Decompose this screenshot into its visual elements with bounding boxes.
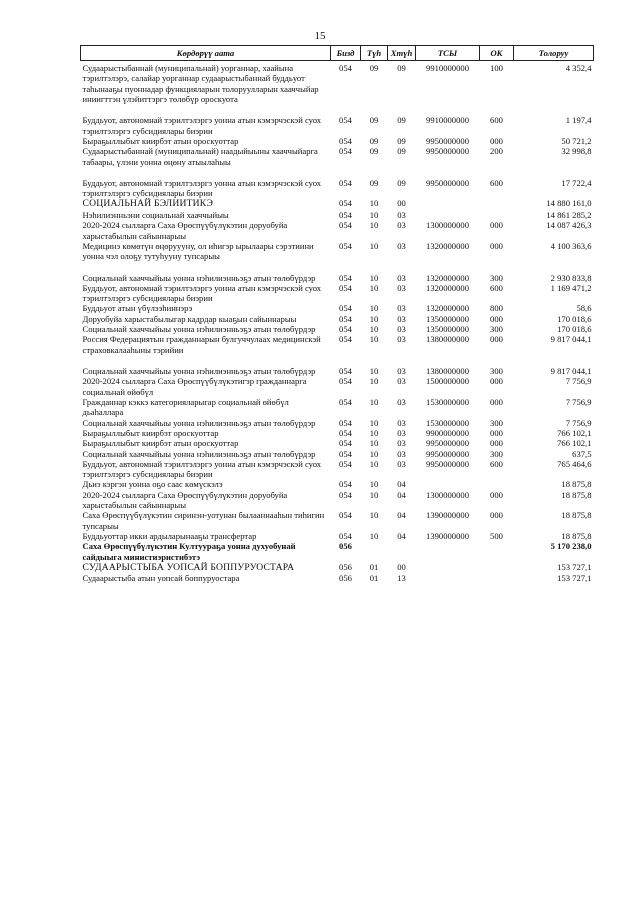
cell-name: СОЦИАЛЬНАЙ БЭЛИИТИКЭ <box>82 198 214 210</box>
cell-sum: 170 018,6 <box>557 313 592 324</box>
table-row <box>81 115 594 136</box>
cell-tuh: 09 <box>369 115 379 126</box>
cell-xtuh: 00 <box>397 561 406 572</box>
header-code: Бизд <box>331 46 361 61</box>
cell-xtuh: 03 <box>397 313 406 324</box>
cell-tuh: 10 <box>369 209 379 220</box>
cell-name: Судаарыстыбаннай (муниципальнай) наадыйыыны хааччыйарга табаары, үлэни уонна өңөну атыылаһыы <box>82 146 318 167</box>
cell-tuh: 10 <box>369 396 379 407</box>
cell-sum: 1 197,4 <box>565 115 592 126</box>
cell-tsy: 1530000000 <box>426 417 469 428</box>
cell-tsy: 1320000000 <box>426 282 469 293</box>
header-tsy: ТСЫ <box>416 46 480 61</box>
table-row <box>81 510 594 531</box>
cell-xtuh: 13 <box>397 573 406 584</box>
cell-xtuh: 03 <box>397 396 406 407</box>
table-row <box>81 366 594 376</box>
cell-tsy: 1500000000 <box>426 376 469 387</box>
cell-sum: 1 169 471,2 <box>550 282 592 293</box>
cell-tsy: 1390000000 <box>426 531 469 541</box>
table-row <box>81 397 594 418</box>
cell-xtuh: 03 <box>397 303 406 314</box>
cell-code: 054 <box>339 448 352 459</box>
cell-sum: 18 875,8 <box>561 531 592 541</box>
table-header-row <box>81 46 594 61</box>
cell-sum: 765 464,6 <box>557 458 592 469</box>
table-row <box>81 210 594 220</box>
cell-tuh: 01 <box>369 573 379 584</box>
cell-tsy: 1530000000 <box>426 396 469 407</box>
table-row <box>81 376 594 397</box>
cell-code: 054 <box>339 489 352 500</box>
cell-ok: 100 <box>490 63 503 73</box>
cell-code: 054 <box>339 458 352 469</box>
cell-xtuh: 09 <box>397 63 406 73</box>
cell-sum: 4 352,4 <box>565 63 592 73</box>
table-row <box>81 418 594 428</box>
cell-tsy <box>416 479 480 489</box>
cell-ok <box>480 562 514 574</box>
header-tuh: Түһ <box>361 46 388 61</box>
table-row <box>81 136 594 146</box>
cell-tsy: 1390000000 <box>426 510 469 521</box>
table-row <box>81 531 594 541</box>
cell-code: 054 <box>339 282 352 293</box>
cell-sum: 170 018,6 <box>557 324 592 335</box>
cell-code: 054 <box>339 366 352 376</box>
cell-code: 054 <box>339 240 352 251</box>
cell-sum: 9 817 044,1 <box>550 366 592 376</box>
cell-tsy: 1320000000 <box>426 272 469 283</box>
cell-xtuh: 03 <box>397 220 406 231</box>
cell-xtuh: 03 <box>397 376 406 387</box>
cell-code: 054 <box>339 396 352 407</box>
cell-ok: 000 <box>490 135 503 146</box>
cell-xtuh: 03 <box>397 272 406 283</box>
cell-name: Судаарыстыба атын уопсай боппуруостара <box>82 573 240 584</box>
cell-tuh: 10 <box>369 282 379 293</box>
cell-ok: 800 <box>490 303 503 314</box>
cell-xtuh: 03 <box>397 209 406 220</box>
cell-sum: 5 170 238,0 <box>550 541 592 552</box>
cell-xtuh: 09 <box>397 115 406 126</box>
cell-xtuh: 03 <box>397 427 406 438</box>
cell-ok: 000 <box>490 313 503 324</box>
table-row <box>81 220 594 241</box>
cell-ok: 000 <box>490 396 503 407</box>
cell-sum: 9 817 044,1 <box>550 334 592 345</box>
cell-code: 054 <box>339 376 352 387</box>
cell-sum: 766 102,1 <box>557 438 592 449</box>
cell-code: 054 <box>339 334 352 345</box>
cell-tsy <box>416 573 480 583</box>
cell-tsy: 9950000000 <box>426 135 469 146</box>
cell-name: Быраҕыллыбыт киирбэт атын ороскуоттар <box>82 438 239 449</box>
table-row <box>81 198 594 210</box>
cell-xtuh: 03 <box>397 417 406 428</box>
cell-tsy: 9910000000 <box>426 115 469 126</box>
cell-ok: 300 <box>490 448 503 459</box>
cell-sum: 14 880 161,0 <box>546 198 592 209</box>
cell-xtuh: 09 <box>397 135 406 146</box>
cell-name: Медицинэ көмөтүн өңөруууну, ол иһигэр ырылаары сэрэтиини уонна чэл олоҕу тутуһууну тупсарыы <box>82 240 314 262</box>
cell-tuh: 10 <box>369 334 379 345</box>
cell-sum: 14 087 426,3 <box>546 220 592 231</box>
cell-tsy: 1380000000 <box>426 366 469 376</box>
cell-tsy <box>416 210 480 220</box>
cell-name: Дьиэ кэргэн уонна оҕо саас көмүскэлэ <box>82 479 223 490</box>
table-row <box>81 283 594 304</box>
cell-tuh: 10 <box>369 458 379 469</box>
cell-code: 054 <box>339 146 352 157</box>
cell-code: 054 <box>339 220 352 231</box>
cell-tuh: 10 <box>369 448 379 459</box>
table-row <box>81 334 594 366</box>
cell-tuh: 10 <box>369 198 379 209</box>
cell-tsy: 1320000000 <box>426 303 469 314</box>
cell-tsy <box>416 541 480 562</box>
cell-code: 056 <box>339 561 352 572</box>
cell-tuh: 10 <box>369 313 379 324</box>
table-row <box>81 573 594 583</box>
cell-xtuh: 03 <box>397 240 406 251</box>
table-row <box>81 241 594 273</box>
cell-code: 056 <box>339 541 352 552</box>
cell-tuh: 10 <box>369 220 379 231</box>
cell-ok: 600 <box>490 115 503 126</box>
cell-name: Буддьуот, автономнай тэрилтэлэргэ уонна атын кэмэрчэскэй суох тэрилтэлэргэ субсидиялары биэрии <box>82 115 322 136</box>
cell-sum: 766 102,1 <box>557 427 592 438</box>
cell-ok: 600 <box>490 282 503 293</box>
cell-tsy: 1350000000 <box>426 324 469 335</box>
cell-tuh: 09 <box>369 135 379 146</box>
cell-sum: 153 727,1 <box>557 561 592 572</box>
cell-ok: 000 <box>490 220 503 231</box>
cell-tuh: 09 <box>369 146 379 157</box>
cell-name: СУДААРЫСТЫБА УОПСАЙ БОППУРУОСТАРА <box>82 561 295 573</box>
cell-xtuh <box>388 541 416 562</box>
header-xtuh: Хтүһ <box>388 46 416 61</box>
cell-sum: 18 875,8 <box>561 510 592 521</box>
cell-tsy: 9950000000 <box>426 448 469 459</box>
cell-ok: 500 <box>490 531 503 541</box>
cell-ok: 000 <box>490 427 503 438</box>
cell-ok: 600 <box>490 458 503 469</box>
cell-code: 054 <box>339 531 352 541</box>
cell-tuh: 10 <box>369 531 379 541</box>
cell-xtuh: 03 <box>397 458 406 469</box>
table-row <box>81 324 594 334</box>
cell-tuh: 10 <box>369 366 379 376</box>
cell-tuh: 10 <box>369 303 379 314</box>
cell-tsy: 9950000000 <box>426 458 469 469</box>
cell-code: 054 <box>339 313 352 324</box>
header-name: Көрдөрүү аата <box>81 46 331 61</box>
cell-name: Социальнай хааччыйыы уонна нэһилиэнньэҕэ атын төлөбүрдэр <box>82 272 316 283</box>
cell-code: 054 <box>339 438 352 449</box>
table-row <box>81 273 594 283</box>
header-ok: ОК <box>480 46 514 61</box>
cell-sum: 153 727,1 <box>557 573 592 584</box>
cell-name: Саха Өрөспүүбүлүкэтин Култуураҕа уонна духуобунай сайдыыга министиэристибэтэ <box>82 541 296 562</box>
budget-table <box>80 45 594 584</box>
cell-name: Буддьуот атын үбүлээһиннэрэ <box>82 303 193 314</box>
cell-tuh: 10 <box>369 510 379 521</box>
table-row <box>81 479 594 489</box>
cell-xtuh: 03 <box>397 282 406 293</box>
cell-sum: 58,6 <box>576 303 592 314</box>
table-row <box>81 438 594 448</box>
cell-code: 054 <box>339 63 352 73</box>
cell-xtuh: 04 <box>397 531 406 541</box>
cell-ok: 300 <box>490 324 503 335</box>
cell-code: 054 <box>339 510 352 521</box>
cell-tsy: 9950000000 <box>426 146 469 157</box>
cell-code: 054 <box>339 135 352 146</box>
table-row <box>81 314 594 324</box>
cell-xtuh: 04 <box>397 479 406 490</box>
cell-tsy <box>416 198 480 210</box>
cell-code: 054 <box>339 198 352 209</box>
table-row <box>81 562 594 574</box>
cell-name: Россия Федерациятын гражданнарын булгуччулаах медицинскэй страховкалааһыны тэрийии <box>82 334 321 355</box>
cell-tsy: 9950000000 <box>426 438 469 449</box>
table-row <box>81 146 594 178</box>
cell-xtuh: 04 <box>397 510 406 521</box>
table-row <box>81 428 594 438</box>
cell-ok <box>480 198 514 210</box>
cell-name: Буддьуоттар икки ардыларынааҕы трансфертар <box>82 531 257 541</box>
cell-tsy <box>416 562 480 574</box>
cell-sum: 18 875,8 <box>561 479 592 490</box>
table-row <box>81 541 594 562</box>
cell-name: Социальнай хааччыйыы уонна нэһилиэнньэҕэ атын төлөбүрдэр <box>82 417 316 428</box>
cell-tsy: 1300000000 <box>426 489 469 500</box>
cell-ok <box>480 541 514 562</box>
table-body <box>81 61 594 584</box>
cell-tuh <box>361 541 388 562</box>
cell-ok: 000 <box>490 438 503 449</box>
cell-sum: 2 930 833,8 <box>550 272 592 283</box>
cell-name: 2020-2024 сылларга Саха Өрөспүүбүлүкэтигэр гражданнарга социальнай өйөбүл <box>82 376 307 397</box>
cell-code: 054 <box>339 115 352 126</box>
cell-sum: 7 756,9 <box>565 396 592 407</box>
cell-sum: 17 722,4 <box>561 177 592 188</box>
cell-ok: 300 <box>490 272 503 283</box>
cell-tsy: 9900000000 <box>426 427 469 438</box>
cell-code: 054 <box>339 417 352 428</box>
cell-name: 2020-2024 сылларга Саха Өрөспүүбүлүкэтин доруобуйа харыстабылын сайыннарыы <box>82 489 288 511</box>
cell-sum: 14 861 285,2 <box>546 209 592 220</box>
page-number: 15 <box>314 30 326 42</box>
cell-code: 054 <box>339 303 352 314</box>
cell-sum: 18 875,8 <box>561 489 592 500</box>
cell-ok: 000 <box>490 376 503 387</box>
cell-ok: 300 <box>490 366 503 376</box>
cell-xtuh: 09 <box>397 177 406 188</box>
cell-tuh: 10 <box>369 479 379 490</box>
table-row <box>81 459 594 480</box>
cell-code: 054 <box>339 177 352 188</box>
cell-name: Быраҕыллыбыт киирбэт атын ороскуоттар <box>82 135 239 146</box>
cell-tuh: 10 <box>369 438 379 449</box>
cell-name: Судаарыстыбаннай (муниципальнай) уорганнар, хаайына тэрилтэлэрэ, салайар уорганнар судаарыстыбаннай буддьуот таһынааҕы пуоннадар функцияларын толоруулларын хааччыйар иниигттэн үлэйиттэргэ төлөбүр ороскуота <box>82 63 319 104</box>
cell-code: 054 <box>339 479 352 490</box>
cell-xtuh: 03 <box>397 448 406 459</box>
cell-name: Саха Өрөспүүбүлүкэтин сиринэн-уотунан былааннааһын тиһигин тупсарыы <box>82 510 325 531</box>
table-row <box>81 303 594 313</box>
cell-sum: 50 721,2 <box>561 135 592 146</box>
cell-code: 054 <box>339 272 352 283</box>
cell-name: Буддьуот, автономнай тэрилтэлэргэ уонна атын кэмэрчэскэй суох тэрилтэлэргэ субсидиялары биэрии <box>82 282 322 304</box>
cell-sum: 32 998,8 <box>561 146 592 157</box>
cell-xtuh: 03 <box>397 334 406 345</box>
cell-name: Буддьуот, автономнай тэрилтэлэргэ уонна атын кэмэрчэскэй суох тэрилтэлэргэ субсидиялары биэрии <box>82 458 322 480</box>
cell-tuh: 09 <box>369 177 379 188</box>
cell-ok: 300 <box>490 417 503 428</box>
cell-xtuh: 03 <box>397 438 406 449</box>
cell-sum: 7 756,9 <box>565 376 592 387</box>
cell-name: Социальнай хааччыйыы уонна нэһилиэнньэҕэ атын төлөбүрдэр <box>82 448 316 459</box>
cell-name: Буддьуот, автономнай тэрилтэлэргэ уонна атын кэмэрчэскэй суох тэрилтэлэргэ субсидиялары биэрии <box>82 177 322 199</box>
table-row <box>81 449 594 459</box>
cell-xtuh: 09 <box>397 146 406 157</box>
cell-code: 054 <box>339 209 352 220</box>
cell-ok <box>480 479 514 489</box>
cell-ok: 200 <box>490 146 503 157</box>
cell-tuh: 10 <box>369 427 379 438</box>
cell-tuh: 10 <box>369 489 379 500</box>
cell-name: Быраҕыллыбыт киирбэт ороскуоттар <box>82 427 219 438</box>
cell-tsy: 1320000000 <box>426 240 469 251</box>
cell-xtuh: 04 <box>397 489 406 500</box>
cell-tsy: 9910000000 <box>426 63 469 73</box>
cell-ok <box>480 573 514 583</box>
table-row <box>81 490 594 511</box>
cell-ok: 000 <box>490 510 503 521</box>
cell-tuh: 10 <box>369 324 379 335</box>
cell-tuh: 09 <box>369 63 379 73</box>
cell-xtuh: 03 <box>397 366 406 376</box>
cell-tuh: 10 <box>369 240 379 251</box>
cell-tuh: 10 <box>369 417 379 428</box>
cell-name: Доруобуйа харыстабылыгар кадрдар кыаҕын сайыннарыы <box>82 313 297 324</box>
table-row <box>81 178 594 199</box>
cell-code: 054 <box>339 324 352 335</box>
cell-tuh: 10 <box>369 376 379 387</box>
cell-name: 2020-2024 сылларга Саха Өрөспүүбүлүкэтин доруобуйа харыстабылын сайыннарыы <box>82 220 288 241</box>
header-sum: Толоруу <box>514 46 594 61</box>
cell-name: Социальнай хааччыйыы уонна нэһилиэнньэҕэ атын төлөбүрдэр <box>82 366 316 376</box>
cell-tsy: 1380000000 <box>426 334 469 345</box>
cell-sum: 4 100 363,6 <box>550 240 592 251</box>
cell-ok: 000 <box>490 489 503 500</box>
cell-tuh: 10 <box>369 272 379 283</box>
cell-sum: 7 756,9 <box>565 417 592 428</box>
table-row <box>81 61 594 116</box>
cell-name: Нэһилиэнньэни социальнай хааччыйыы <box>82 209 229 220</box>
cell-ok: 000 <box>490 334 503 345</box>
cell-tsy: 9950000000 <box>426 177 469 188</box>
cell-tuh: 01 <box>369 561 379 572</box>
cell-code: 056 <box>339 573 352 584</box>
cell-tsy: 1350000000 <box>426 313 469 324</box>
cell-ok <box>480 210 514 220</box>
cell-xtuh: 03 <box>397 324 406 335</box>
cell-sum: 637,5 <box>572 448 592 459</box>
cell-code: 054 <box>339 427 352 438</box>
cell-name: Социальнай хааччыйыы уонна нэһилиэнньэҕэ атын төлөбүрдэр <box>82 324 316 335</box>
cell-name: Гражданнар кэккэ категорияларыгар социальнай өйөбүл дьаһаллара <box>82 396 289 418</box>
cell-ok: 000 <box>490 240 503 251</box>
cell-tsy: 1300000000 <box>426 220 469 231</box>
cell-xtuh: 00 <box>397 198 406 209</box>
cell-ok: 600 <box>490 177 503 188</box>
